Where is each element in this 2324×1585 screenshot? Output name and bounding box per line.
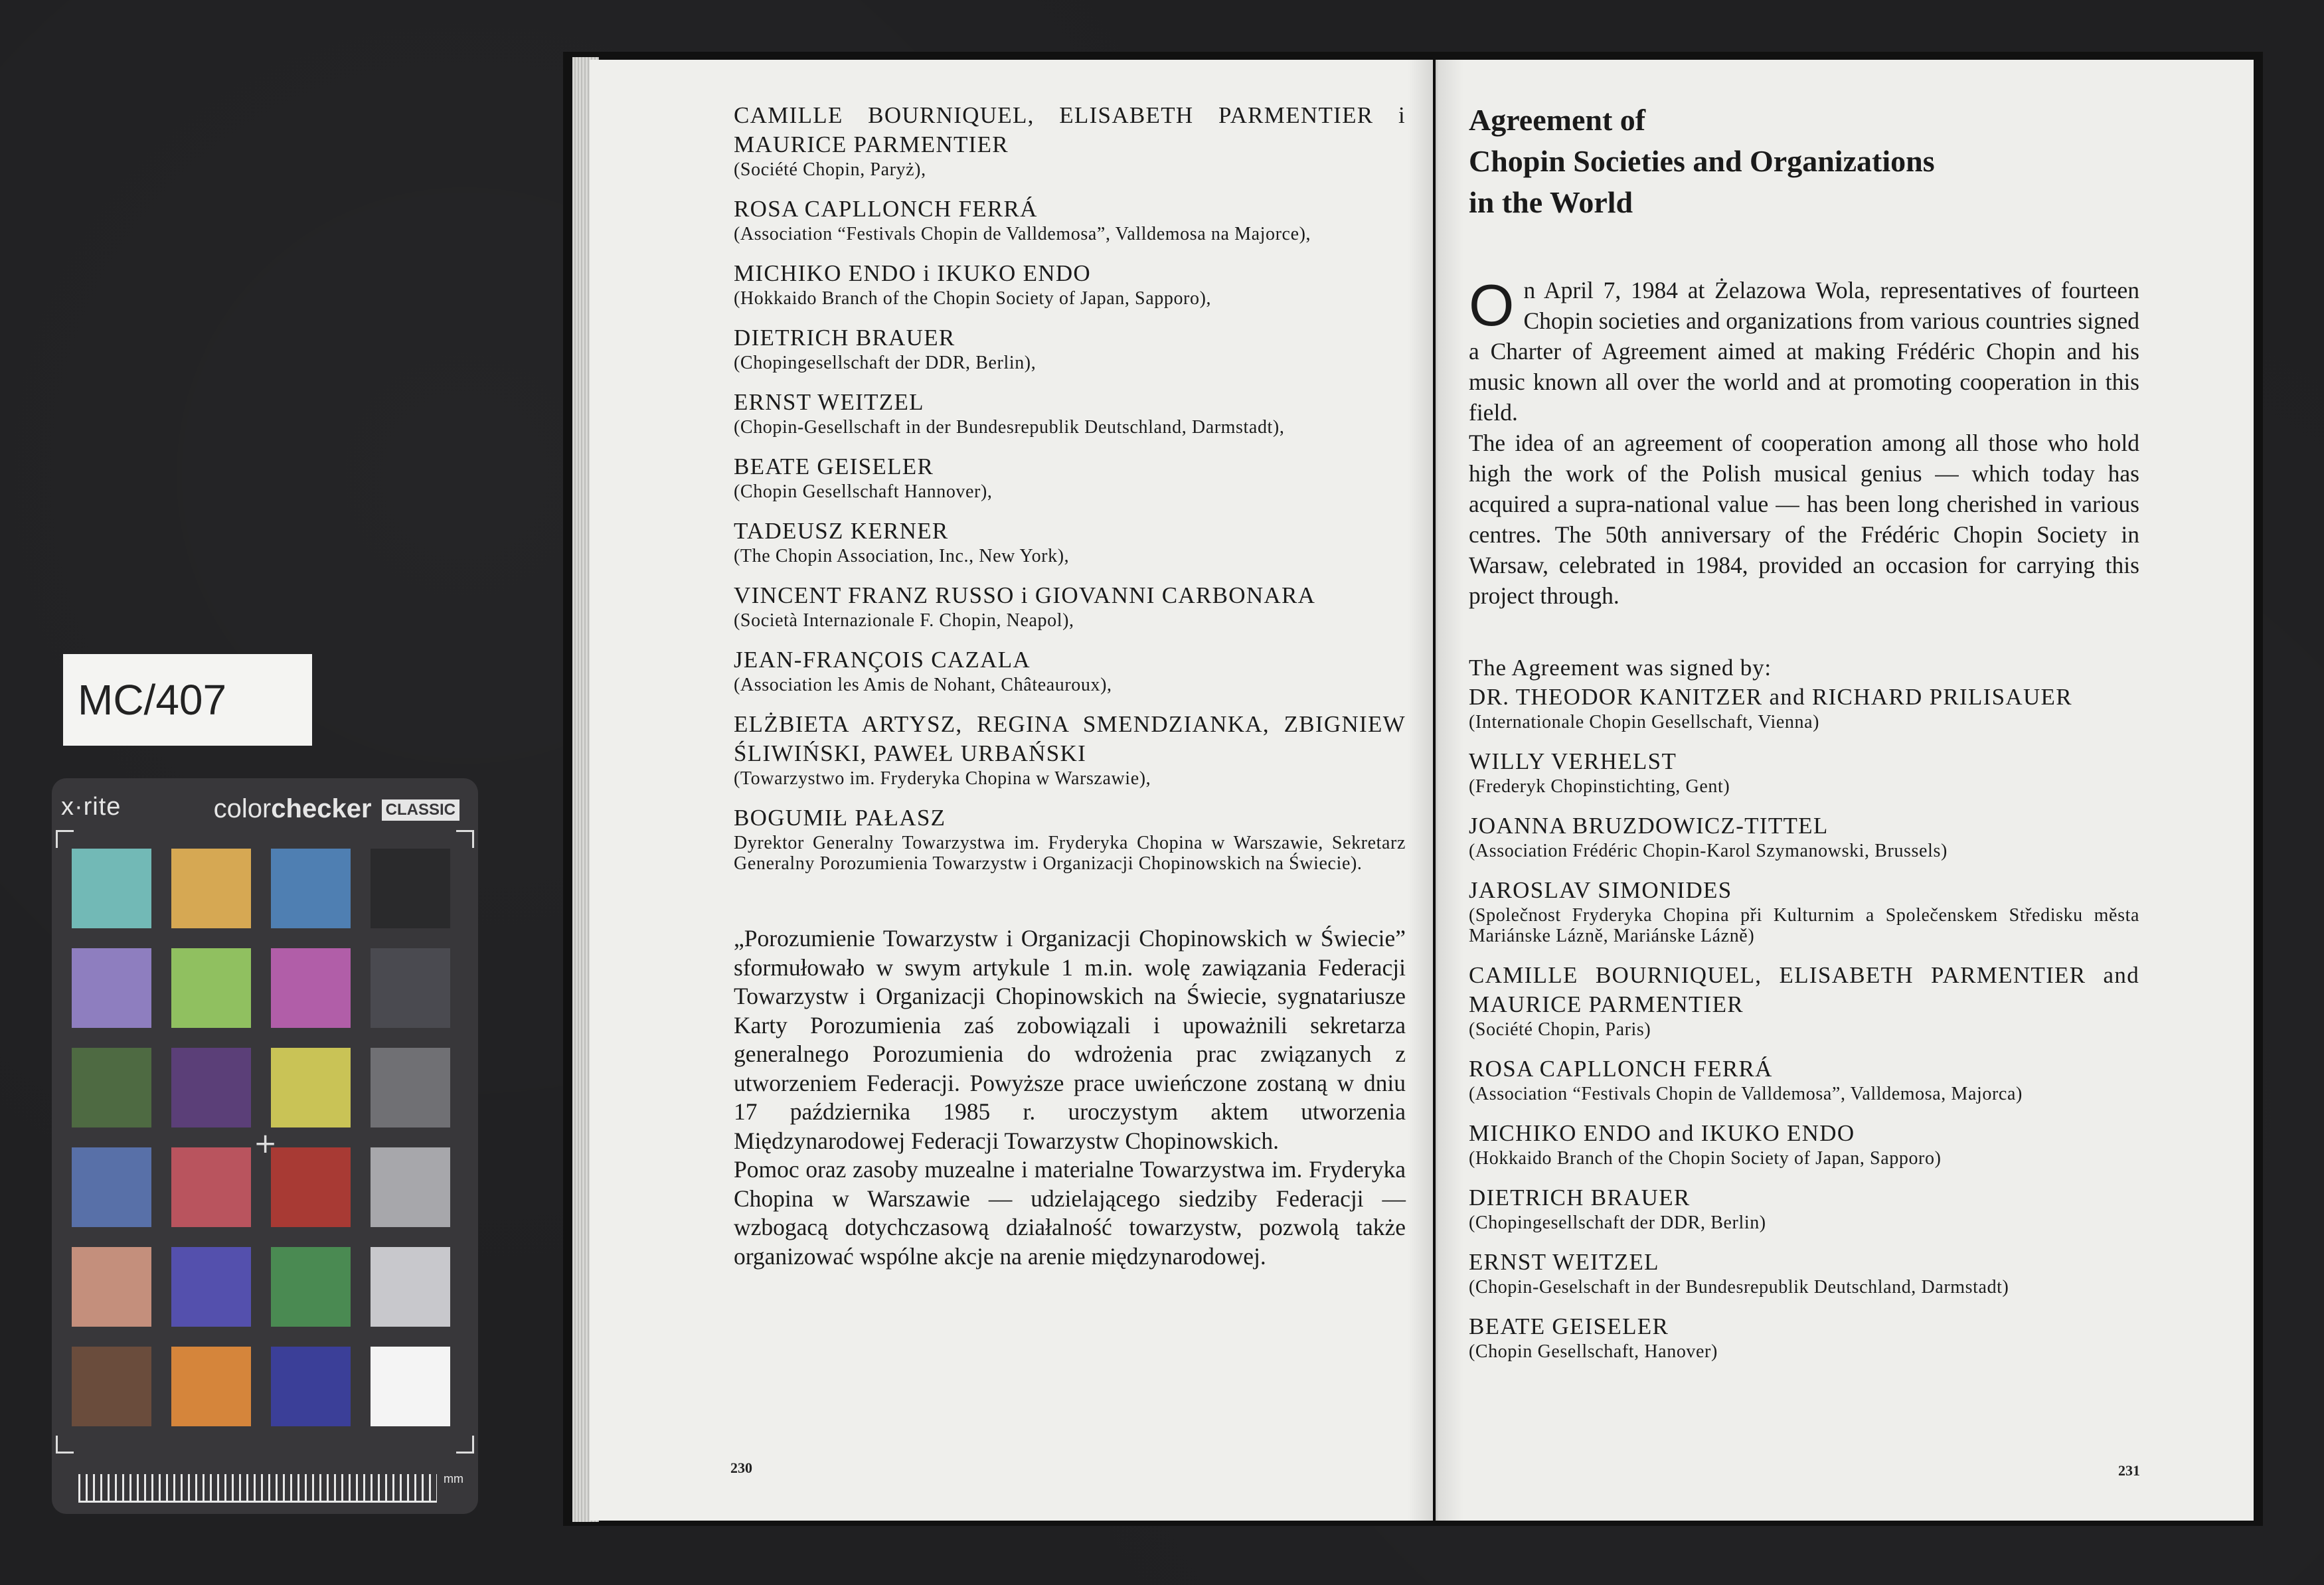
signatory-name: ERNST WEITZEL <box>734 389 924 415</box>
color-swatch <box>371 849 450 928</box>
color-swatch <box>271 1048 351 1127</box>
signatory-name: DIETRICH BRAUER <box>734 325 955 351</box>
color-swatch <box>72 948 151 1028</box>
color-swatch <box>171 1247 251 1327</box>
crosshair-icon: + <box>254 1127 278 1159</box>
signatory-affiliation: (Società Internazionale F. Chopin, Neapol), <box>734 610 1074 631</box>
signatory-affiliation: (Společnost Fryderyka Chopina při Kulturnim a Společenskem Středisku města Mariánske Lázně, Mariánske Lázně) <box>1469 905 2139 946</box>
color-swatch <box>371 1048 450 1127</box>
colorchecker-title-light: color <box>213 794 272 823</box>
catalog-label-text: MC/407 <box>78 676 227 724</box>
signatory-name: VINCENT FRANZ RUSSO i GIOVANNI CARBONARA <box>734 582 1316 608</box>
color-swatch <box>72 1147 151 1227</box>
corner-mark <box>456 1436 474 1454</box>
book-gutter <box>1408 60 1463 1521</box>
signatory-affiliation: (Chopingesellschaft der DDR, Berlin) <box>1469 1212 1766 1233</box>
color-swatch <box>271 849 351 928</box>
signatory-name: JEAN-FRANÇOIS CAZALA <box>734 647 1031 673</box>
intro-paragraph <box>1469 272 2139 428</box>
paragraph: „Porozumienie Towarzystw i Organizacji Chopinowskich w Świecie” sformułowało w swym artykule 1 m.in. wolę zawiązania Federacji Towarzystw i Organizacji Chopinowskich na Świecie, sygnatariusze Karty Porozumienia zaś zobowiązali i upoważnili sekretarza generalnego Porozumienia do wdrożenia prac związanych z utworzeniem Federacji. Powyższe prace uwieńczone zostaną w dniu 17 października 1985 r. uroczystym aktem utworzenia Międzynarodowej Federacji Towarzystw Chopinowskich. <box>734 925 1406 1154</box>
heading-line: in the World <box>1469 185 1633 219</box>
signatory-name: TADEUSZ KERNER <box>734 518 949 544</box>
signatory-affiliation: (Association les Amis de Nohant, Châteauroux), <box>734 675 1112 695</box>
signatory-affiliation: (Chopin Gesellschaft Hannover), <box>734 481 993 502</box>
ruler-unit: mm <box>444 1472 463 1485</box>
color-checker-card <box>52 778 478 1514</box>
corner-mark <box>56 1436 74 1454</box>
signatory-name: ROSA CAPLLONCH FERRÁ <box>734 196 1038 222</box>
classic-badge: CLASSIC <box>382 799 459 821</box>
signatory-list-pl <box>734 101 1406 874</box>
signatory-name: MICHIKO ENDO and IKUKO ENDO <box>1469 1120 1855 1146</box>
signatory-name: CAMILLE BOURNIQUEL, ELISABETH PARMENTIER and MAURICE PARMENTIER <box>1469 962 2139 1017</box>
signatory-name: CAMILLE BOURNIQUEL, ELISABETH PARMENTIER i MAURICE PARMENTIER <box>734 102 1406 157</box>
colorchecker-title <box>214 794 459 824</box>
signatory-affiliation: (The Chopin Association, Inc., New York), <box>734 546 1070 566</box>
colorchecker-title-bold: checker <box>271 794 372 823</box>
signatory-affiliation: (Hokkaido Branch of the Chopin Society of Japan, Sapporo) <box>1469 1148 1942 1169</box>
signatory-name: JAROSLAV SIMONIDES <box>1469 877 1732 903</box>
signatory-name: BEATE GEISELER <box>734 454 934 479</box>
color-swatch <box>72 1347 151 1426</box>
color-swatch <box>171 948 251 1028</box>
signatory-affiliation: (Hokkaido Branch of the Chopin Society of Japan, Sapporo), <box>734 288 1212 309</box>
heading-line: Agreement of <box>1469 103 1646 137</box>
heading-line: Chopin Societies and Organizations <box>1469 144 1935 178</box>
signatory-affiliation: (Frederyk Chopinstichting, Gent) <box>1469 776 1730 797</box>
color-swatch <box>171 849 251 928</box>
color-swatch <box>271 948 351 1028</box>
signatory-affiliation: (Towarzystwo im. Fryderyka Chopina w Warszawie), <box>734 768 1151 789</box>
signatory-name: JOANNA BRUZDOWICZ-TITTEL <box>1469 813 1829 839</box>
intro-paragraph-2: The idea of an agreement of cooperation among all those who hold high the work of the Polish musical genius — which today has acquired a supra-national value — has been long cherished in various centres. The 50th anniversary of the Frédéric Chopin Society in Warsaw, celebrated in 1984, provided an occasion for carrying this project through. <box>1469 430 2139 609</box>
color-swatch <box>271 1347 351 1426</box>
signatory-name: DR. THEODOR KANITZER and RICHARD PRILISAUER <box>1469 684 2072 710</box>
signatory-affiliation: (Chopin Gesellschaft, Hanover) <box>1469 1341 1718 1362</box>
page-number: 230 <box>730 1460 752 1476</box>
signatory-name: ROSA CAPLLONCH FERRÁ <box>1469 1056 1773 1082</box>
color-swatch <box>271 1147 351 1227</box>
color-swatch <box>72 1048 151 1127</box>
signed-by-label: The Agreement was signed by: <box>1469 655 1772 681</box>
drop-cap: O <box>1469 272 1515 338</box>
xrite-logo <box>61 793 121 821</box>
color-swatch <box>371 948 450 1028</box>
signatory-name: BEATE GEISELER <box>1469 1313 1669 1339</box>
color-swatch <box>171 1147 251 1227</box>
catalog-label <box>63 654 312 746</box>
signatory-name: BOGUMIŁ PAŁASZ <box>734 805 946 831</box>
color-swatch <box>371 1147 450 1227</box>
corner-mark <box>456 830 474 848</box>
paragraph: Pomoc oraz zasoby muzealne i materialne Towarzystwa im. Fryderyka Chopina w Warszawie — udzielającego siedziby Federacji — wzbogacą dotychczasową działalność towarzystw, pozwolą także organizować wspólne akcje na arenie międzynarodowej. <box>734 1156 1406 1270</box>
signatory-name: WILLY VERHELST <box>1469 748 1677 774</box>
left-page-text <box>734 101 1406 1271</box>
signatory-name: DIETRICH BRAUER <box>1469 1185 1691 1210</box>
signatory-name: ERNST WEITZEL <box>1469 1249 1659 1275</box>
right-page-text <box>1469 100 2139 1376</box>
color-swatch <box>171 1347 251 1426</box>
xrite-brand-text: x·rite <box>61 793 122 821</box>
color-swatch <box>171 1048 251 1127</box>
page-number: 231 <box>2118 1462 2140 1479</box>
signatory-affiliation: (Société Chopin, Paryż), <box>734 159 926 180</box>
color-swatch <box>72 1247 151 1327</box>
signatory-list-en <box>1469 683 2139 1362</box>
signatory-affiliation: (Association “Festivals Chopin de Valldemosa”, Valldemosa, Majorca) <box>1469 1084 2023 1104</box>
signatory-name: MICHIKO ENDO i IKUKO ENDO <box>734 260 1092 286</box>
signatory-affiliation: (Association Frédéric Chopin-Karol Szymanowski, Brussels) <box>1469 841 1948 861</box>
signatory-name: ELŻBIETA ARTYSZ, REGINA SMENDZIANKA, ZBIGNIEW ŚLIWIŃSKI, PAWEŁ URBAŃSKI <box>734 711 1406 766</box>
mm-ruler <box>78 1474 437 1503</box>
color-swatch <box>371 1247 450 1327</box>
signatory-affiliation: (Chopingesellschaft der DDR, Berlin), <box>734 353 1037 373</box>
signatory-affiliation: (Chopin-Geselschaft in der Bundesrepublik Deutschland, Darmstadt) <box>1469 1277 2009 1297</box>
signatory-affiliation: (Internationale Chopin Gesellschaft, Vienna) <box>1469 712 1820 732</box>
signatory-affiliation: (Chopin-Gesellschaft in der Bundesrepublik Deutschland, Darmstadt), <box>734 417 1285 438</box>
signatory-affiliation: Dyrektor Generalny Towarzystwa im. Fryderyka Chopina w Warszawie, Sekretarz Generalny Porozumienia Towarzystw i Organizacji Chopinowskich na Świecie). <box>734 833 1406 874</box>
color-swatch <box>371 1347 450 1426</box>
article-heading <box>1469 100 2139 223</box>
signatory-affiliation: (Association “Festivals Chopin de Valldemosa”, Valldemosa na Majorce), <box>734 224 1311 244</box>
color-swatch <box>72 849 151 928</box>
corner-mark <box>56 830 74 848</box>
intro-text: n April 7, 1984 at Żelazowa Wola, representatives of fourteen Chopin societies and organizations from various countries signed a Charter of Agreement aimed at making Frédéric Chopin and his music known all over the world and at promoting cooperation in this field. <box>1469 277 2139 426</box>
signatory-affiliation: (Société Chopin, Paris) <box>1469 1019 1651 1040</box>
color-swatch <box>271 1247 351 1327</box>
